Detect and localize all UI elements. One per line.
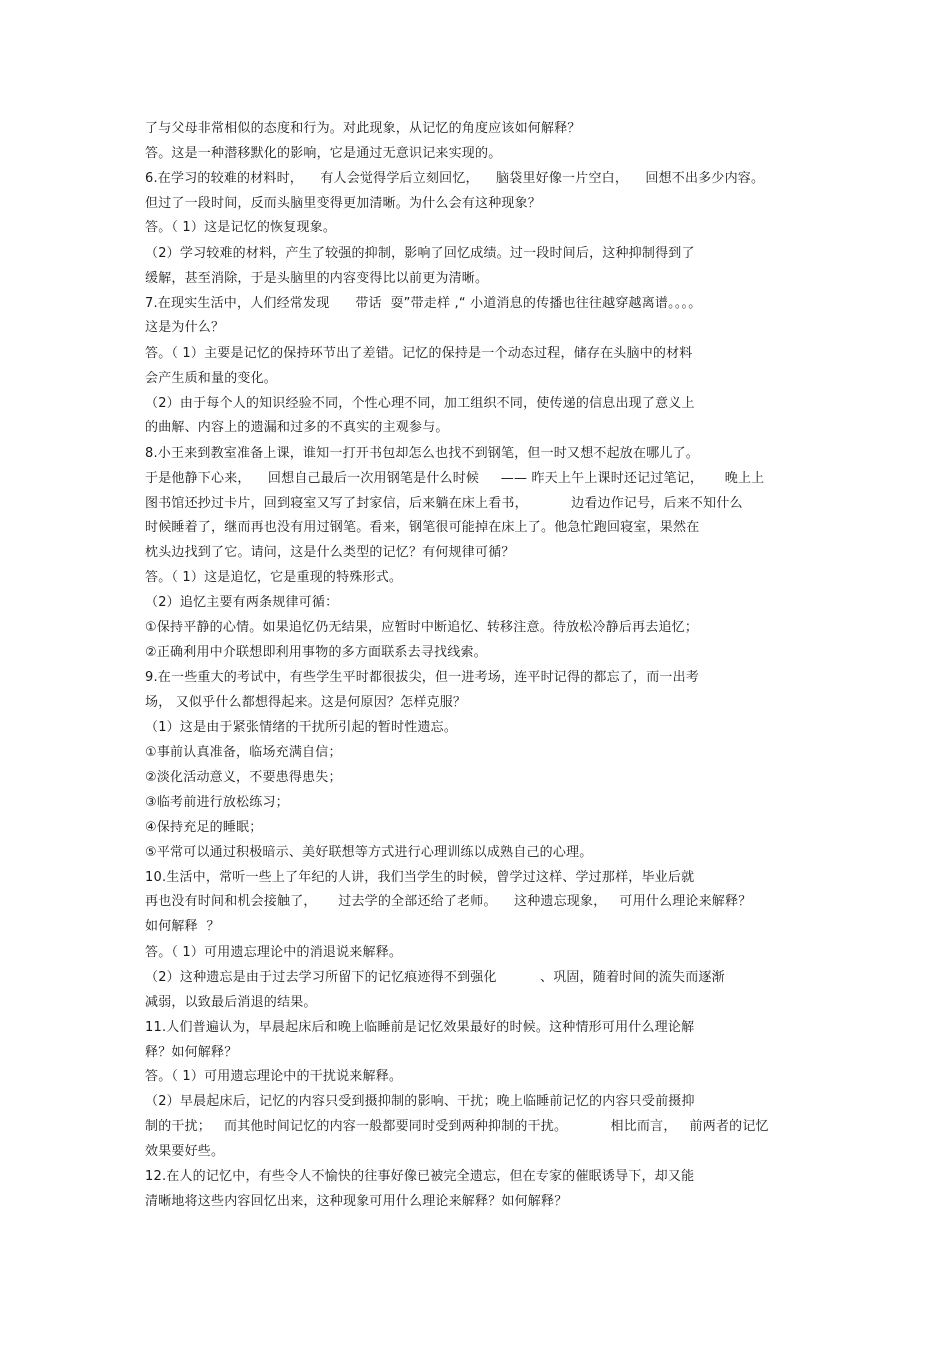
text-line: 会产生质和量的变化。 (145, 371, 278, 386)
text-line: 答。（ 1）主要是记忆的保持环节出了差错。记忆的保持是一个动态过程，储存在头脑中的材料 (145, 346, 693, 361)
text-line: 这是为什么？ (145, 320, 225, 335)
text-line: 如何解释 ？ (145, 919, 220, 934)
text-line: 场， 又似乎什么都想得起来。这是何原因？怎样克服？ (145, 695, 467, 710)
text-line: ①事前认真准备，临场充满自信； (145, 745, 342, 760)
text-line: 12.在人的记忆中，有些令人不愉快的往事好像已被完全遗忘，但在专家的催眠诱导下，却又能 (145, 1169, 695, 1184)
text-line: 6.在学习的较难的材料时， 有人会觉得学后立刻回忆， 脑袋里好像一片空白， 回想不出多少内容。 (145, 171, 765, 186)
text-line: 答。（ 1）可用遗忘理论中的干扰说来解释。 (145, 1069, 403, 1084)
text-line: 10.生活中，常听一些上了年纪的人讲，我们当学生的时候，曾学过这样、学过那样，毕业后就 (145, 870, 695, 885)
text-line: 制的干扰； 而其他时间记忆的内容一般都要同时受到两种抑制的干扰。 相比而言， 前两者的记忆 (145, 1119, 769, 1134)
text-line: ②正确利用中介联想即利用事物的多方面联系去寻找线索。 (145, 645, 487, 660)
text-line: 答。（ 1）这是记忆的恢复现象。 (145, 220, 337, 235)
text-line: （2）早晨起床后，记忆的内容只受到摄抑制的影响、干扰；晚上临睡前记忆的内容只受前摄抑 (145, 1094, 695, 1109)
text-line: 清晰地将这些内容回忆出来，这种现象可用什么理论来解释？如何解释？ (145, 1194, 568, 1209)
text-line: （2）学习较难的材料，产生了较强的抑制，影响了回忆成绩。过一段时间后，这种抑制得到了 (145, 246, 695, 261)
text-line: 但过了一段时间，反而头脑里变得更加清晰。为什么会有这种现象？ (145, 196, 542, 211)
text-line: 答。（ 1）这是追忆，它是重现的特殊形式。 (145, 570, 403, 585)
text-line: ②淡化活动意义，不要患得患失； (145, 770, 342, 785)
text-line: 减弱，以致最后消退的结果。 (145, 995, 317, 1010)
text-line: （1）这是由于紧张情绪的干扰所引起的暂时性遗忘。 (145, 720, 458, 735)
text-line: ③临考前进行放松练习； (145, 795, 289, 810)
text-line: 9.在一些重大的考试中，有些学生平时都很拔尖，但一进考场，连平时记得的都忘了，而一出考 (145, 670, 700, 685)
text-line: 图书馆还抄过卡片，回到寝室又写了封家信，后来躺在床上看书， 边看边作记号，后来不知什么 (145, 496, 743, 511)
text-line: （2）这种遗忘是由于过去学习所留下的记忆痕迹得不到强化 、巩固，随着时间的流失而逐渐 (145, 970, 725, 985)
text-line: ①保持平静的心情。如果追忆仍无结果，应暂时中断追忆、转移注意。待放松冷静后再去追忆； (145, 620, 699, 635)
text-line: 再也没有时间和机会接触了， 过去学的全部还给了老师。 这种遗忘现象， 可用什么理论来解释？ (145, 894, 752, 909)
text-line: 于是他静下心来， 回想自己最后一次用钢笔是什么时候 —— 昨天上午上课时还记过笔记， 晚上上 (145, 471, 765, 486)
text-line: 答。（ 1）可用遗忘理论中的消退说来解释。 (145, 945, 403, 960)
text-line: 11.人们普遍认为，早晨起床后和晚上临睡前是记忆效果最好的时候。这种情形可用什么理论解 (145, 1020, 695, 1035)
text-line: （2）追忆主要有两条规律可循： (145, 595, 339, 610)
text-line: 8.小王来到教室准备上课，谁知一打开书包却怎么也找不到钢笔，但一时又想不起放在哪儿了。 (145, 446, 700, 461)
text-line: 缓解，甚至消除，于是头脑里的内容变得比以前更为清晰。 (145, 271, 489, 286)
text-line: 枕头边找到了它。请问，这是什么类型的记忆？有何规律可循？ (145, 545, 515, 560)
text-line: 释？如何解释？ (145, 1045, 238, 1060)
text-line: 7.在现实生活中，人们经常发现 带话 耍”带走样 ,“ 小道消息的传播也往往越穿越离谱。。。。 (145, 296, 702, 311)
text-line: （2）由于每个人的知识经验不同，个性心理不同，加工组织不同，使传递的信息出现了意义上 (145, 396, 695, 411)
text-line: 的曲解、内容上的遗漏和过多的不真实的主观参与。 (145, 420, 449, 435)
text-line: 时候睡着了，继而再也没有用过钢笔。看来，钢笔很可能掉在床上了。他急忙跑回寝室，果然在 (145, 520, 700, 535)
text-line: 了与父母非常相似的态度和行为。对此现象，从记忆的角度应该如何解释？ (145, 121, 581, 136)
text-line: ④保持充足的睡眠； (145, 820, 263, 835)
text-line: ⑤平常可以通过积极暗示、美好联想等方式进行心理训练以成熟自己的心理。 (145, 845, 593, 860)
text-line: 效果要好些。 (145, 1144, 225, 1159)
text-line: 答。这是一种潜移默化的影响，它是通过无意识记来实现的。 (145, 146, 502, 161)
